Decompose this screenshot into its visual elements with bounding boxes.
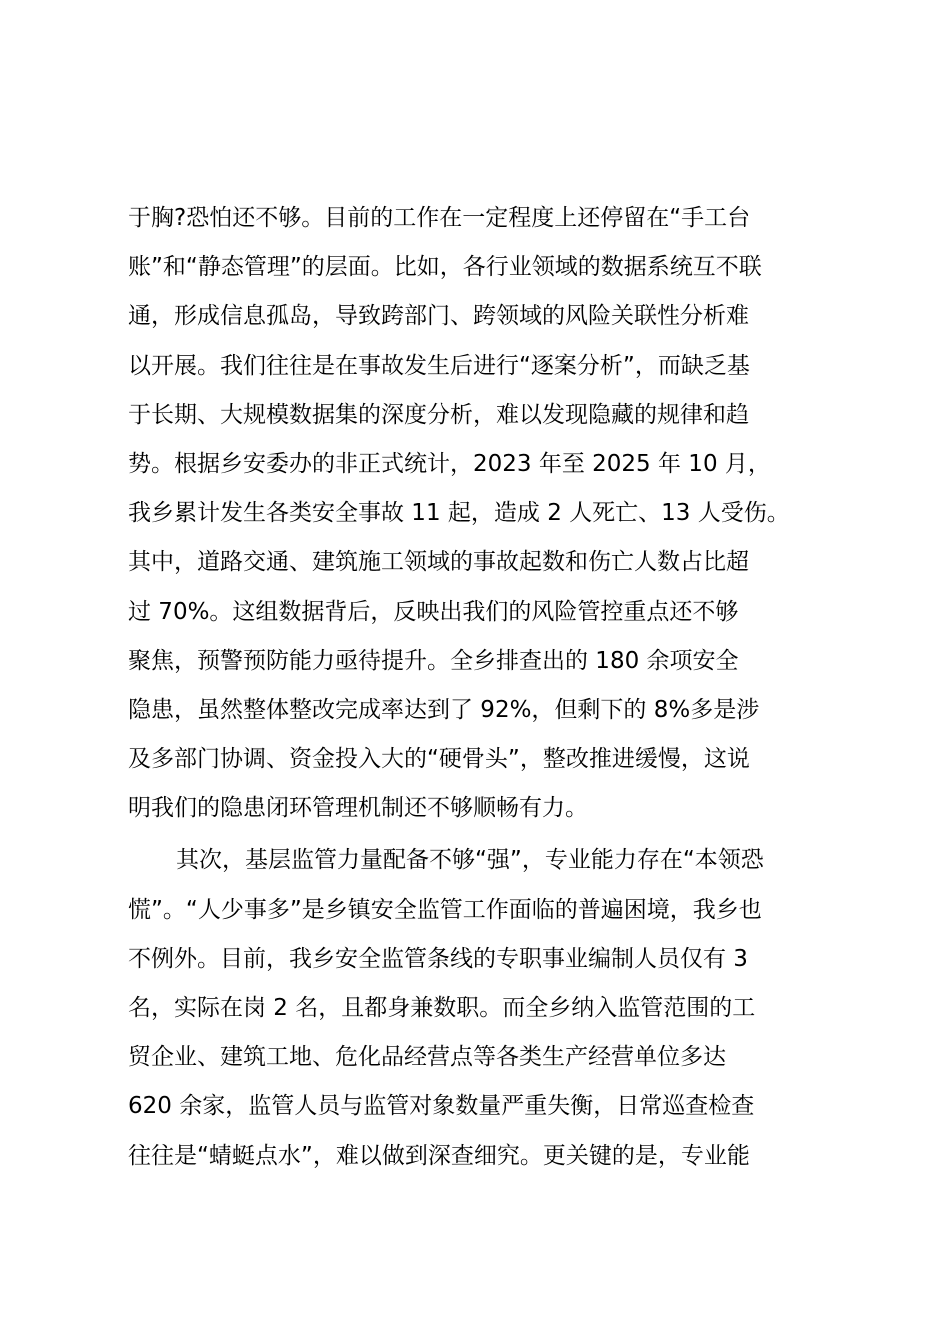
- text-line: 其中，道路交通、建筑施工领域的事故起数和伤亡人数占比超: [128, 549, 749, 576]
- paragraph-1: [128, 194, 848, 833]
- paragraph-2: [128, 836, 848, 1180]
- text-line: 于长期、大规模数据集的深度分析，难以发现隐藏的规律和趋: [128, 401, 749, 428]
- text-line: 聚焦，预警预防能力亟待提升。全乡排查出的 180 余项安全: [128, 647, 739, 674]
- text-line: 贸企业、建筑工地、危化品经营点等各类生产经营单位多达: [128, 1044, 726, 1071]
- text-line: 于胸?恐怕还不够。目前的工作在一定程度上还停留在“手工台: [128, 205, 751, 231]
- text-line: 通，形成信息孤岛，导致跨部门、跨领域的风险关联性分析难: [128, 303, 749, 330]
- text-line: 及多部门协调、资金投入大的“硬骨头”，整改推进缓慢，这说: [128, 746, 750, 773]
- text-line: 往往是“蜻蜓点水”，难以做到深查细究。更关键的是，专业能: [128, 1142, 750, 1169]
- text-line: 过 70%。这组数据背后，反映出我们的风险管控重点还不够: [128, 598, 739, 625]
- text-line: 账”和“静态管理”的层面。比如，各行业领域的数据系统互不联: [128, 254, 762, 281]
- text-line: 不例外。目前，我乡安全监管条线的专职事业编制人员仅有 3: [128, 945, 748, 972]
- text-line: 慌”。“人少事多”是乡镇安全监管工作面临的普遍困境，我乡也: [128, 896, 762, 923]
- text-line: 明我们的隐患闭环管理机制还不够顺畅有力。: [128, 795, 588, 822]
- text-line: 我乡累计发生各类安全事故 11 起，造成 2 人死亡、13 人受伤。: [128, 500, 790, 527]
- text-line: 隐患，虽然整体整改完成率达到了 92%，但剩下的 8%多是涉: [128, 696, 760, 723]
- text-line: 以开展。我们往往是在事故发生后进行“逐案分析”，而缺乏基: [128, 352, 750, 379]
- text-line: 势。根据乡安委办的非正式统计，2023 年至 2025 年 10 月，: [128, 450, 771, 477]
- document-body: [128, 194, 848, 1181]
- text-line-first: 其次，基层监管力量配备不够“强”，专业能力存在“本领恐: [176, 847, 764, 874]
- text-line: 名，实际在岗 2 名，且都身兼数职。而全乡纳入监管范围的工: [128, 995, 756, 1021]
- text-line: 620 余家，监管人员与监管对象数量严重失衡，日常巡查检查: [128, 1093, 755, 1120]
